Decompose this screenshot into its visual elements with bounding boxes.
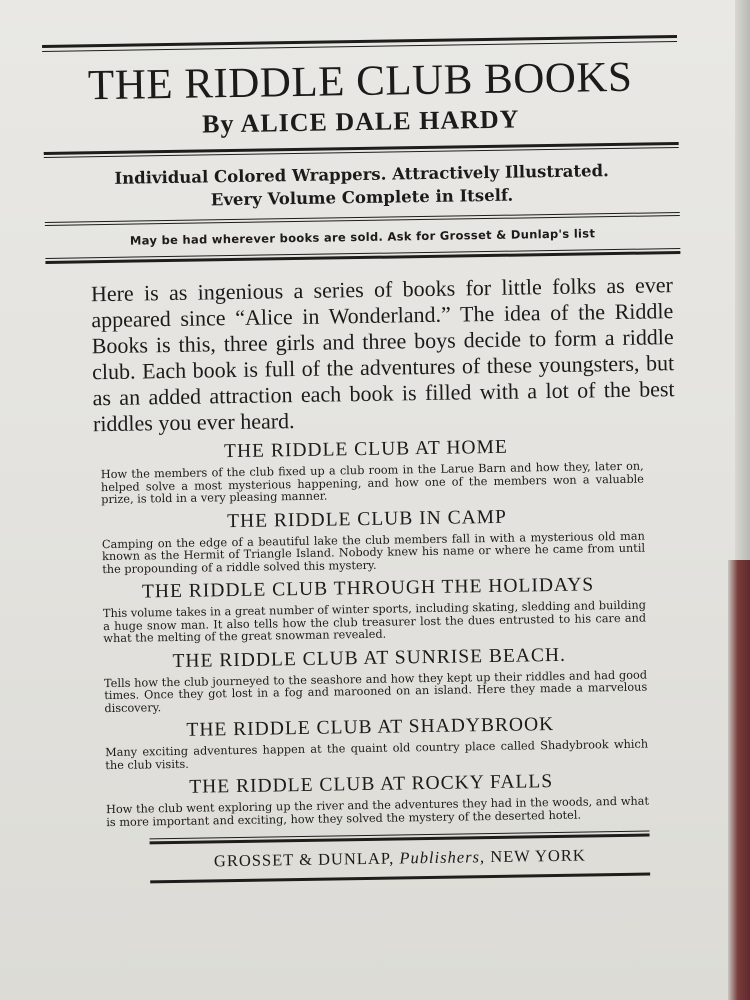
book-title: THE RIDDLE CLUB AT SHADYBROOK (186, 714, 555, 741)
book-description: Camping on the edge of a beautiful lake the club members fall in with a mysterious old man known as the Hermit of Triangle Island. Nobody knew his name or where he came from until the propounding of a riddle solved this mystery. (101, 529, 646, 576)
book-entry (50, 573, 686, 646)
availability-note: May be had wherever books are sold. Ask for Grosset & Dunlap's list (129, 226, 596, 248)
banner-line-1: Individual Colored Wrappers. Attractively Illustrated. (114, 161, 609, 188)
book-description: Many exciting adventures happen at the quaint old country place called Shadybrook which the club visits. (105, 737, 649, 772)
book-entry (52, 642, 688, 715)
book-description: How the club went exploring up the river and the adventures they had in the woods, and what is more important and exciting, how they solved the mystery of the deserted hotel. (105, 794, 650, 829)
series-introduction: Here is as ingenious a series of books for little folks as ever appeared since “Alice in Wonderland.” The idea of the Riddle Books is this, three girls and three boys decide to form a riddle club. Each book is full of the adventures of these youngsters, but as an added attraction each book is filled with a lot of the best riddles you ever heard. (90, 272, 675, 437)
book-description: How the members of the club fixed up a club room in the Larue Barn and how they, later on, helped solve a most mysterious happening, and how one of the members won a valuable prize, is told in a very pleasing manner. (100, 459, 645, 507)
book-description: This volume takes in a great number of winter sports, including skating, sledding and building a huge snow man. It also tells how the club treasurer lost the dues entrusted to his care and what the melting of the great snowman revealed. (102, 598, 647, 646)
book-entry (48, 434, 684, 507)
series-title: THE RIDDLE CLUB BOOKS (87, 53, 633, 110)
book-entry (49, 503, 685, 576)
publisher-name: GROSSET & DUNLAP, (213, 848, 395, 871)
book-description: Tells how the club journeyed to the seashore and how they kept up their riddles and had good times. Once they got lost in a fog and marooned on an island. Here they made a marvelous discovery. (103, 668, 648, 715)
book-title: THE RIDDLE CLUB AT SUNRISE BEACH. (172, 644, 567, 672)
book-entry (54, 769, 690, 830)
banner-line-2: Every Volume Complete in Itself. (210, 185, 514, 210)
book-title: THE RIDDLE CLUB AT HOME (223, 436, 508, 463)
advertisement-page (42, 35, 690, 885)
book-title: THE RIDDLE CLUB IN CAMP (227, 506, 508, 532)
book-spine (728, 560, 750, 1000)
publisher-line (150, 845, 650, 873)
book-entry (53, 712, 689, 773)
book-title: THE RIDDLE CLUB THROUGH THE HOLIDAYS (141, 574, 595, 603)
publisher-footer (150, 831, 651, 884)
book-title: THE RIDDLE CLUB AT ROCKY FALLS (189, 771, 554, 798)
publisher-city: NEW YORK (490, 845, 586, 867)
publisher-role: Publishers, (399, 847, 486, 868)
features-banner (44, 158, 680, 214)
page-edge (735, 0, 750, 560)
author-byline: By ALICE DALE HARDY (201, 104, 520, 139)
